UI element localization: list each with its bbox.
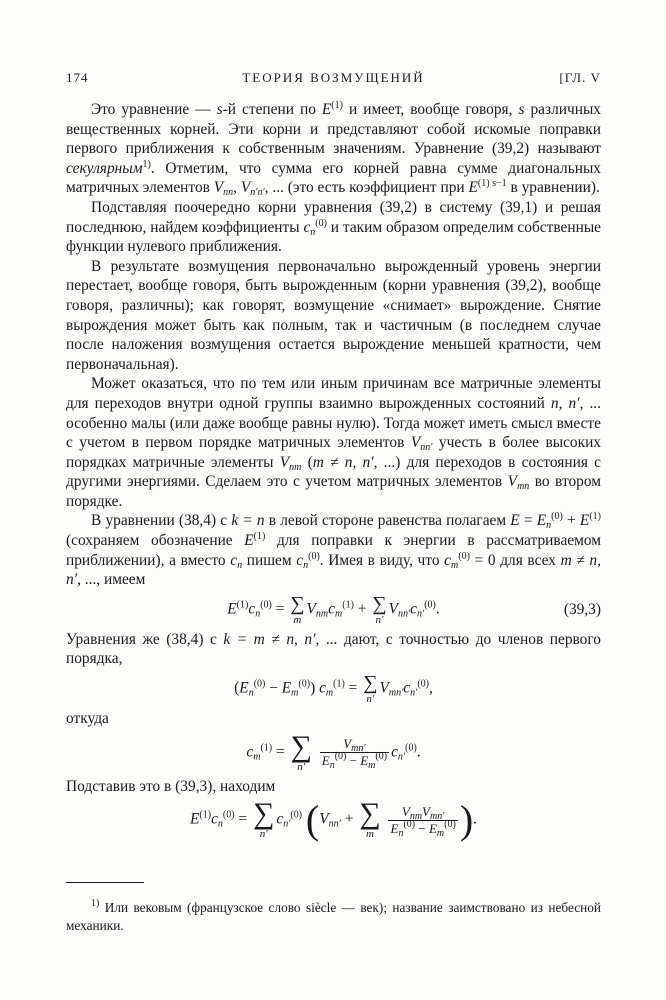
var: c (328, 600, 335, 618)
var: E (321, 753, 330, 769)
big-paren: ) (459, 797, 474, 843)
var: V (422, 803, 430, 819)
var: V (343, 736, 352, 752)
operator: = (271, 600, 289, 618)
sum-symbol (359, 797, 381, 841)
equation-second-order (66, 797, 601, 843)
sum-index: n′ (366, 693, 375, 706)
sigma: ∑ (290, 592, 305, 615)
subscript: m (253, 751, 261, 763)
punct: . (416, 743, 421, 761)
subscript: n′n′ (250, 187, 265, 199)
operator: + (340, 810, 358, 828)
superscript: (0) (403, 818, 416, 830)
var: V (306, 600, 316, 618)
var: V (410, 434, 421, 452)
subscript: m (368, 760, 376, 772)
page-number: 174 (66, 70, 89, 85)
math-inline: k = m ≠ n, n′ (223, 630, 316, 648)
operator: = (344, 679, 362, 697)
var: n (550, 394, 559, 412)
var: E (189, 810, 200, 828)
text-run: во втором порядке. (66, 473, 602, 510)
var: c (410, 600, 417, 618)
equation-coefficient (66, 729, 601, 773)
footnote-text: Или вековым (французское слово siècle — век); название заимствовано из небесной механики. (66, 900, 601, 933)
var: s (518, 101, 525, 118)
text-run: , (558, 394, 569, 412)
text-run: учесть в более высоких порядках матричные элементы (66, 434, 602, 471)
punct: . (473, 810, 477, 828)
var: c (391, 743, 398, 761)
sum-symbol (290, 594, 304, 626)
text-run: Может оказаться, что по тем или иным причинам все матричные элементы для переходов внутри одной группы взаимно вырожденных состояний (66, 375, 601, 412)
var: c (403, 679, 411, 697)
subscript: n′ (283, 818, 291, 830)
text-run: = (519, 512, 537, 530)
operator: − (415, 820, 429, 836)
text-run: для поправки к энергии в рассматриваемом приближении), а вместо (66, 532, 601, 569)
subscript: m (451, 559, 459, 571)
sigma: ∑ (252, 797, 275, 831)
var: E (281, 679, 292, 697)
subscript: n (398, 827, 404, 839)
running-header (66, 68, 601, 88)
superscript: (1) (331, 100, 343, 111)
superscript: (0) (334, 751, 347, 763)
fraction (320, 736, 389, 772)
sigma: ∑ (290, 729, 312, 763)
footnote-rule (66, 882, 144, 883)
subscript: n (217, 818, 223, 830)
superscript: (0) (375, 751, 388, 763)
chapter-label: [ГЛ. V (559, 70, 601, 85)
subscript: n (237, 559, 243, 571)
punct: . (435, 600, 440, 618)
superscript: (0) (444, 818, 456, 830)
subscript: mn′ (351, 743, 366, 755)
text-run: , ... дают, с точностью до членов первого порядка, (66, 630, 601, 668)
text-run: , ...) для переходов в состояния с другими энергиями. Сделаем это с учетом матричных элементов (66, 453, 601, 491)
subscript: n (303, 559, 309, 571)
text-run: в левой стороне равенства полагаем (264, 512, 511, 530)
var: V (379, 679, 389, 697)
operator: + (353, 600, 371, 618)
sigma: ∑ (372, 592, 387, 615)
text-run: , ... (это есть коэффициент при (264, 179, 469, 197)
superscript: (1) s−1 (477, 178, 507, 190)
text-run: Подставляя поочередно корни уравнения (39,2) в систему (39,1) и решая последнюю, найдем коэффициенты (66, 198, 601, 236)
var: c (246, 743, 254, 761)
var: E (239, 679, 249, 697)
subscript: m (325, 687, 334, 699)
sigma: ∑ (363, 672, 378, 695)
subscript: m (291, 687, 299, 699)
var: E (579, 512, 590, 530)
var: E (227, 600, 237, 618)
superscript: (0) (458, 550, 470, 562)
operator: = (272, 743, 289, 761)
superscript: (0) (290, 809, 303, 821)
text-run: , ... особенно малы (или даже вообще равны нулю). Тогда может иметь смысл вместе с учетом в первом порядке матричных элементов (66, 394, 601, 452)
equation-39-3 (66, 594, 601, 626)
paragraph-substitution (66, 198, 601, 257)
subscript: n (310, 226, 316, 238)
main-text (66, 100, 601, 844)
paragraph-equation-384 (66, 511, 601, 589)
subscript: n′ (417, 608, 425, 620)
subscript: m (335, 608, 343, 620)
superscript: (0) (260, 599, 272, 611)
text-run: пишем (242, 551, 297, 569)
text-run: , (233, 179, 241, 197)
superscript: (1) (199, 809, 212, 821)
var: V (401, 803, 410, 819)
var: c (319, 679, 326, 697)
text-run: ( (301, 453, 313, 471)
var: c (444, 551, 451, 569)
superscript: (0) (315, 217, 327, 229)
superscript: (1) (253, 531, 266, 543)
math-inline: k = n (231, 512, 265, 530)
text-run: + (562, 512, 580, 530)
sum-symbol (290, 729, 312, 773)
sum-index: m (365, 828, 374, 841)
text-run: в уравнении). (506, 179, 600, 197)
subscript: nm (289, 461, 302, 473)
text-run: Уравнения же (38,4) с (66, 630, 224, 648)
operator: − (346, 753, 361, 769)
superscript: (1) (589, 511, 601, 523)
sum-index: n′ (259, 828, 268, 841)
var: c (230, 551, 238, 569)
text-run: В уравнении (38,4) с (91, 512, 232, 530)
var: V (240, 179, 251, 197)
subscript: n′ (410, 687, 418, 699)
subscript: mn (517, 481, 530, 493)
text-run: , ..., имеем (77, 571, 146, 589)
sum-index: n′ (375, 613, 384, 626)
footnote-mark: 1) (91, 898, 100, 910)
var: E (510, 512, 520, 530)
paren: ( (234, 679, 240, 697)
math-inline: m ≠ n, n′ (66, 551, 601, 589)
var: E (321, 101, 332, 118)
operator: = (234, 810, 251, 828)
var: V (213, 179, 224, 197)
var: c (248, 600, 256, 618)
footnote (66, 899, 601, 934)
superscript: (0) (551, 511, 563, 523)
var: V (388, 600, 398, 618)
var: E (428, 820, 437, 836)
subscript: mn′ (388, 687, 404, 699)
sum-symbol (363, 673, 377, 705)
paragraph-substituting: Подставив это в (39,3), находим (66, 777, 276, 795)
superscript: (1) (260, 742, 273, 754)
subscript: n (546, 520, 552, 532)
text-run: Это уравнение — (91, 101, 217, 118)
var: E (244, 532, 254, 550)
var: c (211, 810, 218, 828)
big-paren: ( (305, 797, 320, 843)
superscript: (0) (298, 678, 311, 690)
text-run: различных вещественных корней. Эти корни и представляют собой искомые поправки первого приближения к собственным значениям. Уравнение (39,2) называют (66, 101, 601, 158)
text-run: (сохраняем обозначение (66, 532, 245, 550)
subscript: nn′ (420, 442, 433, 454)
var: E (536, 512, 547, 530)
var: n′ (568, 394, 580, 412)
superscript: (1) (236, 599, 249, 611)
subscript: nm (315, 608, 329, 620)
text-run: -й степени по (222, 101, 322, 118)
fraction (388, 804, 457, 837)
var: V (507, 473, 518, 491)
sum-index: m (293, 613, 302, 626)
emphasis: секулярным (66, 159, 143, 177)
subscript: nn (223, 187, 234, 199)
text-run: . Имея в виду, что (319, 551, 445, 569)
sum-symbol (252, 797, 275, 841)
subscript: n′ (397, 751, 406, 763)
paragraph-whence: откуда (66, 710, 109, 728)
superscript: (1) (333, 678, 345, 690)
punct: , (429, 679, 433, 697)
var: E (360, 753, 369, 769)
superscript: (0) (417, 678, 429, 690)
denominator (388, 818, 457, 839)
superscript: (1) (342, 599, 354, 611)
paren: ) (310, 679, 316, 697)
paragraph-first-order (66, 630, 601, 669)
sigma: ∑ (359, 797, 381, 831)
footnote-ref[interactable]: 1) (142, 158, 151, 170)
sum-symbol (372, 594, 386, 626)
paragraph-degeneracy: В результате возмущения первоначально вырожденный уровень энергии перестает, вообще говоря, быть вырожденным (корни уравнения (39,2), вообще говоря, различны); как говорят, возмущение «снимает» вырождение. Снятие вырождения может быть как полным, так и частичным (в последнем случае после наложения возмущения остается вырождение меньшей кратности, чем первоначальная). (66, 257, 601, 373)
superscript: (0) (405, 742, 417, 754)
text-run: и таким образом определим собственные функции нулевого приближения. (66, 218, 601, 256)
subscript: m (436, 827, 445, 839)
var: c (303, 218, 311, 236)
var: V (279, 453, 290, 471)
subscript: n (255, 608, 261, 620)
subscript: n (329, 760, 335, 772)
var: E (390, 820, 399, 836)
text-run: = 0 для всех (469, 551, 561, 569)
math-inline: m ≠ n, n′ (312, 453, 374, 471)
paragraph-matrix-elements (66, 374, 601, 511)
var: V (319, 810, 329, 828)
var: c (296, 551, 304, 569)
denominator (320, 751, 389, 772)
equation-number: (39,3) (563, 601, 601, 619)
subscript: nm (409, 810, 423, 822)
text-run: и имеет, вообще говоря, (342, 101, 519, 118)
var: s (216, 101, 223, 118)
superscript: (0) (424, 599, 436, 611)
var: E (468, 179, 478, 197)
subscript: n (248, 687, 254, 699)
superscript: (0) (308, 550, 320, 562)
paragraph-secular-equation (66, 100, 601, 198)
sum-index: n′ (297, 760, 306, 773)
text-run: . Отметим, что сумма его корней равна сумме диагональных матричных элементов (66, 159, 601, 197)
running-title: ТЕОРИЯ ВОЗМУЩЕНИЙ (242, 70, 425, 85)
subscript: nn′ (328, 818, 341, 830)
subscript: mn′ (430, 810, 445, 822)
operator: − (265, 679, 282, 697)
subscript: nn′ (397, 608, 411, 620)
superscript: (0) (222, 809, 235, 821)
superscript: (0) (253, 678, 266, 690)
equation-first-order (66, 673, 601, 705)
var: c (276, 810, 284, 828)
